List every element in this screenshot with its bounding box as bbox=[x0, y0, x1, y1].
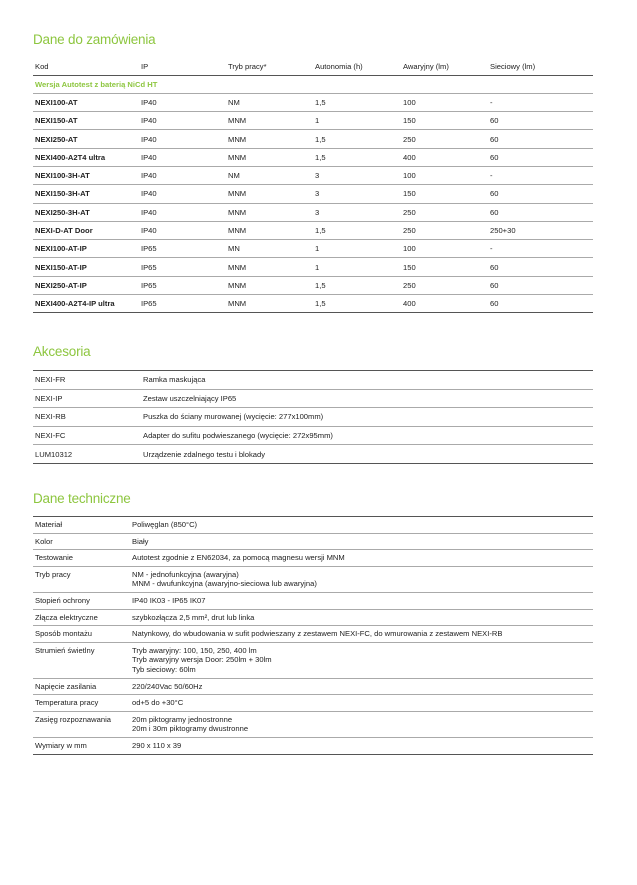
tech-value-line: IP40 IK03 - IP65 IK07 bbox=[132, 595, 206, 605]
tech-value-line: 290 x 110 x 39 bbox=[132, 740, 182, 750]
order-cell-ip: IP40 bbox=[141, 207, 157, 217]
order-cell-autonomy: 1 bbox=[315, 116, 320, 126]
order-table-header bbox=[33, 59, 593, 75]
order-cell-emergency: 100 bbox=[403, 244, 416, 254]
tech-label: Tryb pracy bbox=[35, 569, 71, 579]
order-cell-autonomy: 3 bbox=[315, 207, 320, 217]
order-row bbox=[33, 112, 593, 130]
order-cell-ip: IP65 bbox=[141, 280, 157, 290]
tech-label: Stopień ochrony bbox=[35, 595, 90, 605]
order-row bbox=[33, 276, 593, 294]
order-cell-code: NEXI150-3H-AT bbox=[35, 189, 90, 199]
order-cell-code: NEXI-D-AT Door bbox=[35, 226, 93, 236]
tech-value bbox=[130, 642, 593, 678]
tech-row bbox=[33, 711, 593, 737]
order-cell-ip: IP65 bbox=[141, 299, 157, 309]
order-cell-code: NEXI150-AT bbox=[35, 116, 78, 126]
order-cell-emergency: 150 bbox=[403, 116, 416, 126]
order-cell-mains: 60 bbox=[490, 207, 499, 217]
order-cell-code: NEXI400-A2T4 ultra bbox=[35, 152, 106, 162]
accessory-description: Ramka maskująca bbox=[143, 375, 206, 385]
order-cell-mode: MNM bbox=[228, 152, 247, 162]
tech-value-line: 20m piktogramy jednostronne bbox=[132, 714, 233, 724]
order-cell-code: NEXI250-AT-IP bbox=[35, 280, 87, 290]
order-cell-mode: MNM bbox=[228, 134, 247, 144]
order-cell-autonomy: 1 bbox=[315, 244, 320, 254]
accessory-row bbox=[33, 389, 593, 408]
header-autonomia: Autonomia (h) bbox=[315, 62, 363, 72]
order-cell-emergency: 250 bbox=[403, 226, 416, 236]
header-ip: IP bbox=[141, 62, 149, 72]
order-row bbox=[33, 185, 593, 203]
order-row bbox=[33, 166, 593, 184]
tech-value bbox=[130, 550, 593, 567]
order-cell-mode: MNM bbox=[228, 262, 247, 272]
accessory-code: NEXI-FC bbox=[35, 431, 66, 441]
order-cell-mains: - bbox=[490, 171, 493, 181]
tech-row bbox=[33, 566, 593, 592]
accessory-description: Zestaw uszczelniający IP65 bbox=[143, 393, 237, 403]
tech-row bbox=[33, 533, 593, 550]
order-row bbox=[33, 258, 593, 276]
tech-value-line: MNM - dwufunkcyjna (awaryjno-sieciowa lub awaryjna) bbox=[132, 579, 317, 589]
tech-label: Testowanie bbox=[35, 553, 73, 563]
tech-section-title: Dane techniczne bbox=[33, 491, 131, 506]
order-subheading-row bbox=[33, 75, 593, 93]
order-cell-ip: IP65 bbox=[141, 262, 157, 272]
tech-row bbox=[33, 609, 593, 626]
order-cell-emergency: 250 bbox=[403, 207, 416, 217]
tech-value bbox=[130, 517, 593, 534]
accessory-row bbox=[33, 371, 593, 390]
tech-value-line: Biały bbox=[132, 536, 149, 546]
order-cell-code: NEXI250-3H-AT bbox=[35, 207, 90, 217]
tech-label: Zasięg rozpoznawania bbox=[35, 714, 111, 724]
order-row bbox=[33, 295, 593, 313]
order-subheading: Wersja Autotest z baterią NiCd HT bbox=[35, 79, 158, 89]
tech-label: Materiał bbox=[35, 520, 63, 529]
order-cell-autonomy: 1,5 bbox=[315, 226, 326, 236]
tech-row bbox=[33, 626, 593, 643]
order-cell-mode: MNM bbox=[228, 226, 247, 236]
order-cell-mains: 60 bbox=[490, 189, 499, 199]
tech-label: Wymiary w mm bbox=[35, 740, 87, 750]
order-table bbox=[33, 59, 593, 313]
order-cell-autonomy: 3 bbox=[315, 189, 320, 199]
order-cell-ip: IP40 bbox=[141, 134, 157, 144]
tech-label: Złącza elektryczne bbox=[35, 612, 98, 622]
accessories-table bbox=[33, 370, 593, 464]
accessory-code: LUM10312 bbox=[35, 449, 73, 459]
order-cell-autonomy: 1,5 bbox=[315, 97, 326, 107]
tech-row bbox=[33, 695, 593, 712]
order-cell-emergency: 250 bbox=[403, 134, 416, 144]
tech-label: Strumień świetlny bbox=[35, 645, 95, 655]
order-cell-ip: IP40 bbox=[141, 226, 157, 236]
tech-value bbox=[130, 695, 593, 712]
order-cell-autonomy: 1,5 bbox=[315, 152, 326, 162]
order-cell-emergency: 100 bbox=[403, 97, 416, 107]
order-row bbox=[33, 240, 593, 258]
order-cell-mode: MNM bbox=[228, 189, 247, 199]
header-tryb: Tryb pracy* bbox=[228, 62, 267, 72]
tech-value-line: 20m i 30m piktogramy dwustronne bbox=[132, 724, 249, 734]
tech-table bbox=[33, 516, 593, 755]
order-cell-mains: 60 bbox=[490, 116, 499, 126]
tech-value bbox=[130, 533, 593, 550]
header-awaryjny: Awaryjny (lm) bbox=[403, 62, 449, 72]
accessory-description: Urządzenie zdalnego testu i blokady bbox=[143, 449, 265, 459]
order-cell-autonomy: 1 bbox=[315, 262, 320, 272]
accessory-description: Adapter do sufitu podwieszanego (wycięcie: 272x95mm) bbox=[143, 431, 333, 441]
order-cell-code: NEXI400-A2T4-IP ultra bbox=[35, 299, 115, 309]
order-cell-code: NEXI150-AT-IP bbox=[35, 262, 87, 272]
order-cell-code: NEXI100-3H-AT bbox=[35, 171, 90, 181]
tech-value-line: szybkozłącza 2,5 mm², drut lub linka bbox=[132, 612, 255, 622]
order-cell-ip: IP40 bbox=[141, 116, 157, 126]
order-cell-mains: 60 bbox=[490, 134, 499, 144]
tech-row bbox=[33, 678, 593, 695]
tech-row bbox=[33, 517, 593, 534]
order-cell-mode: MNM bbox=[228, 207, 247, 217]
tech-value bbox=[130, 609, 593, 626]
tech-label: Sposób montażu bbox=[35, 629, 92, 639]
order-cell-ip: IP40 bbox=[141, 152, 157, 162]
order-cell-code: NEXI100-AT bbox=[35, 97, 78, 107]
tech-value bbox=[130, 626, 593, 643]
tech-row bbox=[33, 592, 593, 609]
tech-value-line: Tryb awaryjny wersja Door: 250lm + 30lm bbox=[132, 655, 272, 665]
order-cell-emergency: 250 bbox=[403, 280, 416, 290]
tech-value-line: Natynkowy, do wbudowania w sufit podwieszany z zestawem NEXI-FC, do wmurowania z zestawem NEXI-RB bbox=[132, 629, 503, 639]
accessory-code: NEXI-RB bbox=[35, 412, 66, 422]
header-sieciowy: Sieciowy (lm) bbox=[490, 62, 536, 72]
order-cell-ip: IP40 bbox=[141, 171, 157, 181]
order-cell-emergency: 150 bbox=[403, 262, 416, 272]
order-cell-emergency: 150 bbox=[403, 189, 416, 199]
order-cell-mains: 250+30 bbox=[490, 226, 516, 236]
order-cell-emergency: 400 bbox=[403, 299, 416, 309]
order-cell-mode: MNM bbox=[228, 116, 247, 126]
tech-value bbox=[130, 566, 593, 592]
order-row bbox=[33, 203, 593, 221]
tech-value-line: Tryb awaryjny: 100, 150, 250, 400 lm bbox=[132, 645, 257, 655]
tech-value-line: Autotest zgodnie z EN62034, za pomocą magnesu wersji MNM bbox=[132, 553, 345, 563]
header-kod: Kod bbox=[35, 62, 49, 72]
tech-row bbox=[33, 550, 593, 567]
tech-label: Temperatura pracy bbox=[35, 698, 99, 708]
order-section-title: Dane do zamówienia bbox=[33, 32, 156, 47]
order-cell-mode: MNM bbox=[228, 299, 247, 309]
order-cell-mains: 60 bbox=[490, 152, 499, 162]
tech-label: Kolor bbox=[35, 536, 53, 546]
order-cell-mode: NM bbox=[228, 171, 240, 181]
order-cell-emergency: 400 bbox=[403, 152, 416, 162]
order-cell-code: NEXI250-AT bbox=[35, 134, 78, 144]
tech-value-line: od+5 do +30°C bbox=[132, 698, 184, 708]
order-cell-autonomy: 3 bbox=[315, 171, 320, 181]
order-row bbox=[33, 93, 593, 111]
accessory-row bbox=[33, 426, 593, 445]
order-cell-mode: MN bbox=[228, 244, 240, 254]
order-cell-ip: IP40 bbox=[141, 97, 157, 107]
tech-value-line: Poliwęglan (850°C) bbox=[132, 520, 198, 529]
order-cell-mains: 60 bbox=[490, 262, 499, 272]
accessory-row bbox=[33, 408, 593, 427]
order-cell-mode: NM bbox=[228, 97, 240, 107]
accessory-description: Puszka do ściany murowanej (wycięcie: 277x100mm) bbox=[143, 412, 324, 422]
order-cell-mains: 60 bbox=[490, 299, 499, 309]
tech-value-line: 220/240Vac 50/60Hz bbox=[132, 681, 203, 691]
tech-value bbox=[130, 711, 593, 737]
tech-label: Napięcie zasilania bbox=[35, 681, 97, 691]
order-row bbox=[33, 148, 593, 166]
accessory-code: NEXI-IP bbox=[35, 393, 63, 403]
order-cell-emergency: 100 bbox=[403, 171, 416, 181]
tech-value bbox=[130, 678, 593, 695]
order-cell-autonomy: 1,5 bbox=[315, 134, 326, 144]
order-cell-code: NEXI100-AT-IP bbox=[35, 244, 87, 254]
tech-row bbox=[33, 642, 593, 678]
order-cell-ip: IP65 bbox=[141, 244, 157, 254]
order-cell-autonomy: 1,5 bbox=[315, 280, 326, 290]
order-cell-mains: - bbox=[490, 97, 493, 107]
order-row bbox=[33, 130, 593, 148]
order-cell-autonomy: 1,5 bbox=[315, 299, 326, 309]
order-row bbox=[33, 221, 593, 239]
tech-value bbox=[130, 592, 593, 609]
accessory-row bbox=[33, 445, 593, 464]
order-cell-mode: MNM bbox=[228, 280, 247, 290]
tech-value-line: NM - jednofunkcyjna (awaryjna) bbox=[132, 569, 239, 579]
accessory-code: NEXI-FR bbox=[35, 375, 66, 385]
tech-value bbox=[130, 737, 593, 754]
order-cell-mains: - bbox=[490, 244, 493, 254]
order-cell-ip: IP40 bbox=[141, 189, 157, 199]
accessories-section-title: Akcesoria bbox=[33, 344, 91, 359]
tech-value-line: Tyb sieciowy: 60lm bbox=[132, 664, 196, 674]
tech-row bbox=[33, 737, 593, 754]
order-cell-mains: 60 bbox=[490, 280, 499, 290]
